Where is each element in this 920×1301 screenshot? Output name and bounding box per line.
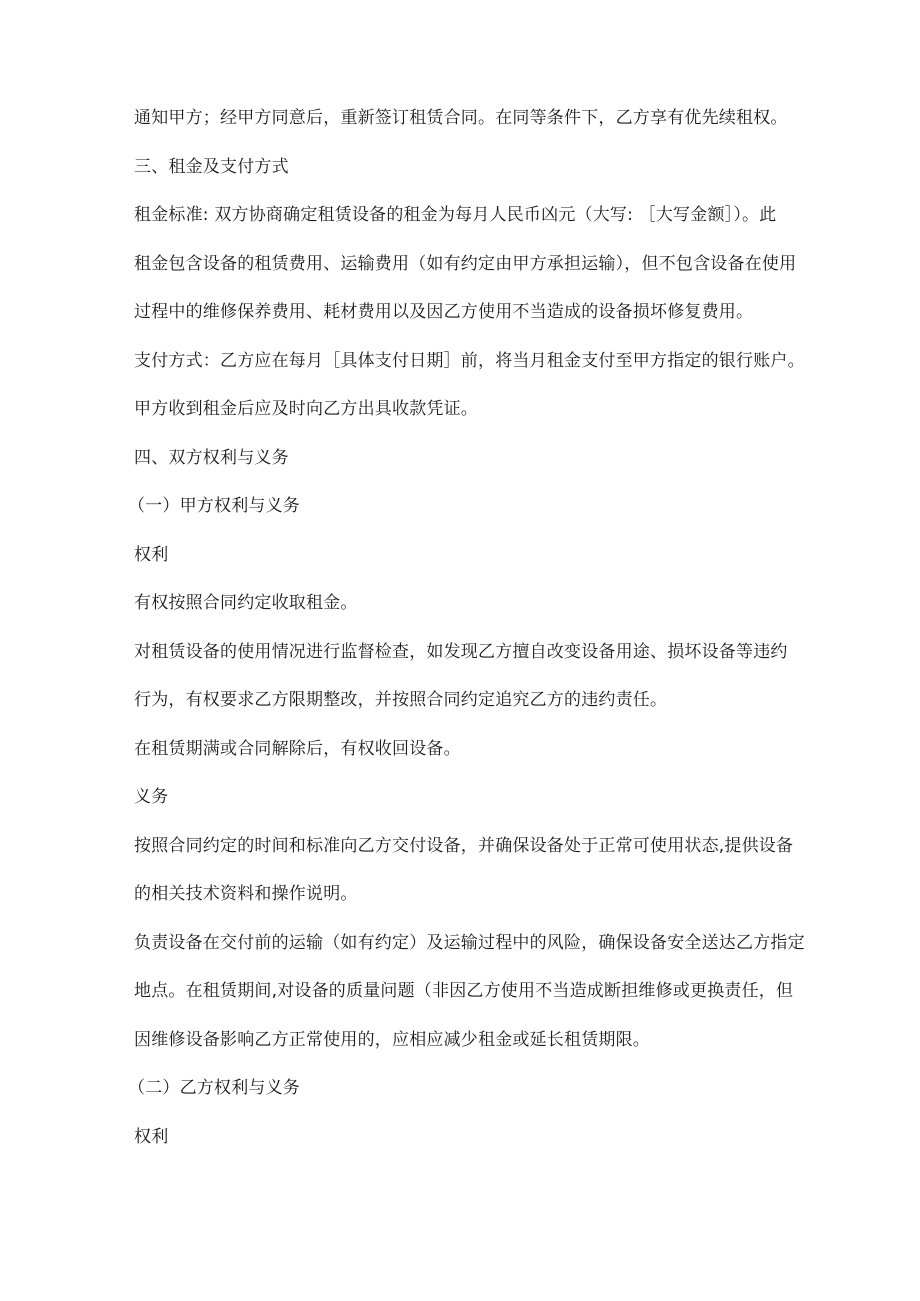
text-line: 过程中的维修保养费用、耗材费用以及因乙方使用不当造成的设备损坏修复费用。 [134,302,754,322]
text-line: 有权按照合同约定收取租金。 [134,593,358,613]
item-heading: 权利 [134,545,169,565]
text-line: 对租赁设备的使用情况进行监督检查，如发现乙方擅自改变设备用途、损坏设备等违约 [134,642,788,662]
text-line: 支付方式：乙方应在每月［具体支付日期］前，将当月租金支付至甲方指定的银行账户。 [134,351,805,371]
subsection-heading: （一）甲方权利与义务 [128,496,300,516]
item-heading: 权利 [134,1127,169,1147]
subsection-heading: （二）乙方权利与义务 [128,1078,300,1098]
section-heading: 三、租金及支付方式 [134,157,289,177]
text-line: 行为，有权要求乙方限期整改，并按照合同约定追究乙方的违约责任。 [134,690,668,710]
text-line: 地点。在租赁期间,对设备的质量问题（非因乙方使用不当造成断担维修或更换责任，但 [134,981,794,1001]
item-heading: 义务 [134,787,169,807]
text-line: 的相关技术资料和操作说明。 [134,884,358,904]
section-heading: 四、双方权利与义务 [134,448,289,468]
text-line: 因维修设备影响乙方正常使用的，应相应减少租金或延长租赁期限。 [134,1030,650,1050]
text-line: 负责设备在交付前的运输（如有约定）及运输过程中的风险，确保设备安全送达乙方指定 [134,933,805,953]
text-line: 甲方收到租金后应及时向乙方出具收款凭证。 [134,399,478,419]
text-line: 租金标准: 双方协商确定租赁设备的租金为每月人民币凶元（大写: ［大写金额］）。此 [134,205,777,225]
text-line: 租金包含设备的租赁费用、运输费用（如有约定由甲方承担运输），但不包含设备在使用 [134,254,797,274]
text-line: 在租赁期满或合同解除后，有权收回设备。 [134,739,461,759]
text-line: 按照合同约定的时间和标准向乙方交付设备，并确保设备处于正常可使用状态,提供设备 [134,836,794,856]
text-line: 通知甲方；经甲方同意后，重新签订租赁合同。在同等条件下，乙方享有优先续租权。 [134,108,788,128]
